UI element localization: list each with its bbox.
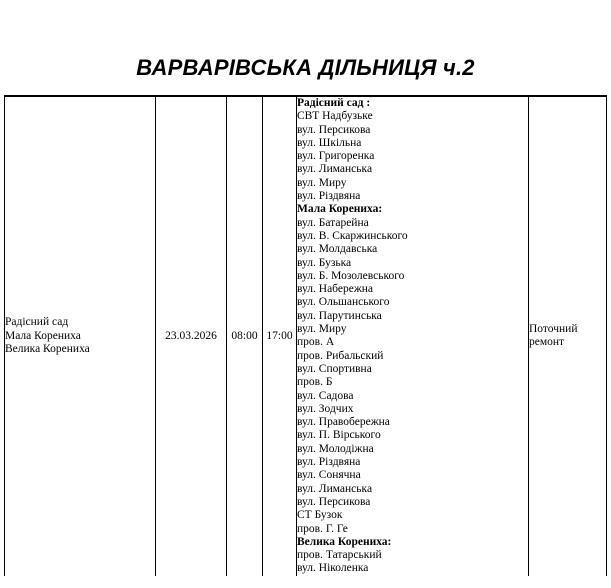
cell-time-to: 17:00	[263, 96, 297, 576]
cell-date: 23.03.2026	[156, 96, 227, 576]
reason-line: ремонт	[529, 336, 565, 349]
street-list	[297, 97, 528, 576]
cell-reason	[529, 96, 607, 576]
area-line: Радісний сад	[5, 316, 69, 329]
street-line: вул. Бузька	[297, 256, 352, 269]
street-line: вул. Б. Мозолевського	[297, 269, 405, 282]
street-line: вул. Миру	[297, 323, 347, 336]
street-line: вул. Різдвяна	[297, 190, 361, 203]
street-line: пров. Татарський	[297, 549, 382, 562]
street-line: СТ Бузок	[297, 509, 343, 522]
outage-schedule-table	[4, 95, 607, 576]
street-line: вул. В. Скаржинського	[297, 229, 408, 242]
street-line: вул. Лиманська	[297, 482, 373, 495]
street-line: вул. Персикова	[297, 123, 371, 136]
street-line: вул. Правобережна	[297, 416, 390, 429]
street-line: вул. Зодчих	[297, 402, 354, 415]
street-group-heading: Мала Корениха:	[297, 203, 383, 216]
reason-line: Поточний	[529, 323, 578, 336]
street-line: пров. Г. Ге	[297, 522, 348, 535]
street-line: вул. Батарейна	[297, 216, 369, 229]
street-line: вул. Набережна	[297, 283, 374, 296]
street-line: пров. Б	[297, 376, 333, 389]
street-line: вул. Різдвяна	[297, 456, 361, 469]
area-line: Мала Корениха	[5, 329, 81, 342]
area-line: Велика Корениха	[5, 342, 90, 355]
street-line: вул. Сонячна	[297, 469, 361, 482]
cell-streets	[297, 96, 529, 576]
cell-time-from: 08:00	[227, 96, 263, 576]
street-group-heading: Радісний сад :	[297, 97, 371, 109]
street-line: СВТ Надбузьке	[297, 110, 373, 123]
street-line: вул. Молодіжна	[297, 442, 374, 455]
street-line: вул. Григоренка	[297, 150, 375, 163]
street-group-heading: Велика Корениха:	[297, 535, 392, 548]
street-line: вул. Садова	[297, 389, 354, 402]
street-line: вул. Шкільна	[297, 136, 362, 149]
street-line: вул. Персикова	[297, 495, 371, 508]
street-line: вул. Ольшанського	[297, 296, 390, 309]
page-title: ВАРВАРІВСЬКА ДІЛЬНИЦЯ ч.2	[136, 55, 475, 80]
street-line: вул. Лиманська	[297, 163, 373, 176]
street-line: вул. П. Вірського	[297, 429, 381, 442]
street-line: вул. Парутинська	[297, 309, 382, 322]
street-line: пров. Рибальский	[297, 349, 384, 362]
street-line: пров. А	[297, 336, 335, 349]
street-line: вул. Спортивна	[297, 362, 372, 375]
table-row	[5, 96, 607, 576]
street-line: вул. Ніколенка	[297, 562, 369, 575]
street-line: вул. Молдавська	[297, 243, 378, 256]
cell-areas	[5, 96, 156, 576]
street-line: вул. Миру	[297, 176, 347, 189]
